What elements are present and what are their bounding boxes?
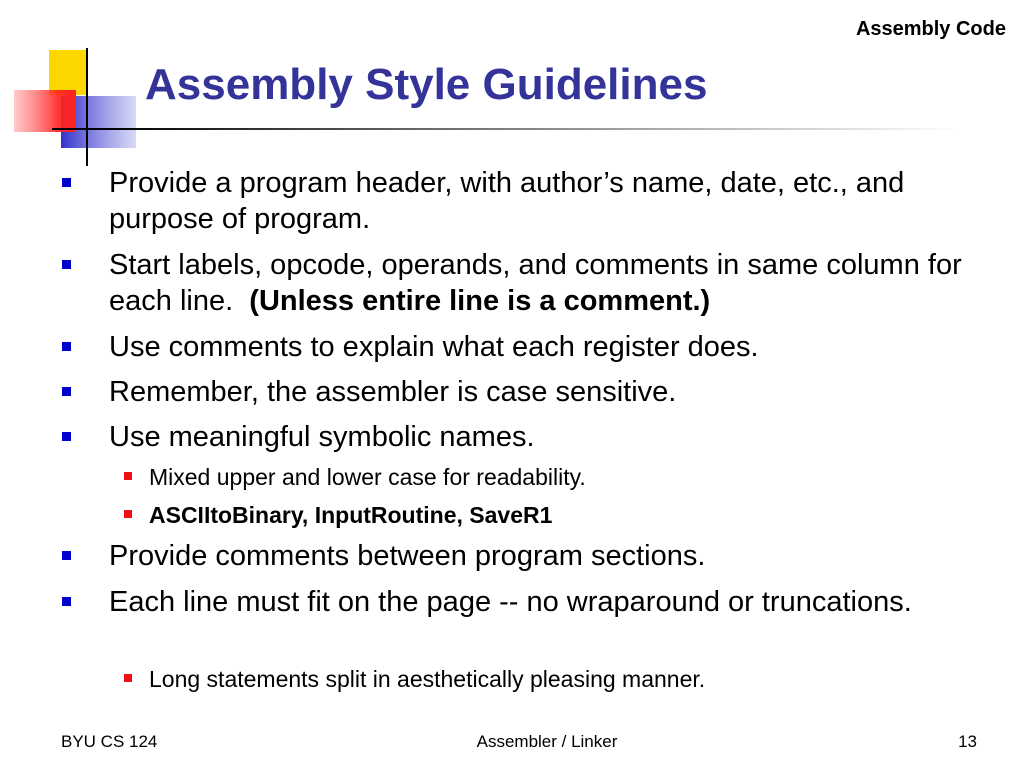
- bullet-item: [109, 247, 999, 319]
- bullet-text: Remember, the assembler is case sensitive.: [109, 376, 677, 408]
- bullet-item: [109, 329, 999, 365]
- bullet-text: Use comments to explain what each register does.: [109, 331, 759, 363]
- bullet-marker: [62, 260, 71, 269]
- sub-bullet-item: [149, 463, 999, 491]
- sub-bullet-marker: [124, 510, 132, 518]
- slide-title: Assembly Style Guidelines: [145, 60, 708, 109]
- sub-bullet-text: ASCIItoBinary, InputRoutine, SaveR1: [149, 502, 553, 528]
- section-label: Assembly Code: [855, 18, 1006, 40]
- bullet-text: Start labels, opcode, operands, and comments in same column for each line.: [109, 249, 962, 317]
- bullet-marker: [62, 342, 71, 351]
- page-number: 13: [958, 732, 977, 751]
- bullet-text: Provide a program header, with author’s name, date, etc., and purpose of program.: [109, 167, 905, 235]
- footer-course: BYU CS 124: [61, 732, 158, 751]
- bullet-text: Use meaningful symbolic names.: [109, 421, 535, 453]
- bullet-item: [109, 165, 999, 237]
- bullet-marker: [62, 551, 71, 560]
- sub-bullet-item: [149, 501, 999, 529]
- sub-bullet-text: Mixed upper and lower case for readability.: [149, 464, 586, 490]
- bullet-marker: [62, 432, 71, 441]
- bullet-item: [109, 584, 999, 620]
- sub-bullet-item: [149, 665, 999, 693]
- sub-bullet-marker: [124, 472, 132, 480]
- sub-bullet-text: Long statements split in aesthetically pleasing manner.: [149, 666, 706, 692]
- bullet-marker: [62, 597, 71, 606]
- bullet-text: Each line must fit on the page -- no wraparound or truncations.: [109, 586, 912, 618]
- footer-topic: Assembler / Linker: [476, 732, 618, 751]
- bullet-item: [109, 374, 999, 410]
- sub-bullet-marker: [124, 674, 132, 682]
- bullet-item: [109, 538, 999, 574]
- bullet-marker: [62, 178, 71, 187]
- bullet-emphasis: (Unless entire line is a comment.): [249, 285, 711, 317]
- bullet-text: Provide comments between program sections.: [109, 540, 706, 572]
- bullet-marker: [62, 387, 71, 396]
- bullet-item: [109, 419, 999, 455]
